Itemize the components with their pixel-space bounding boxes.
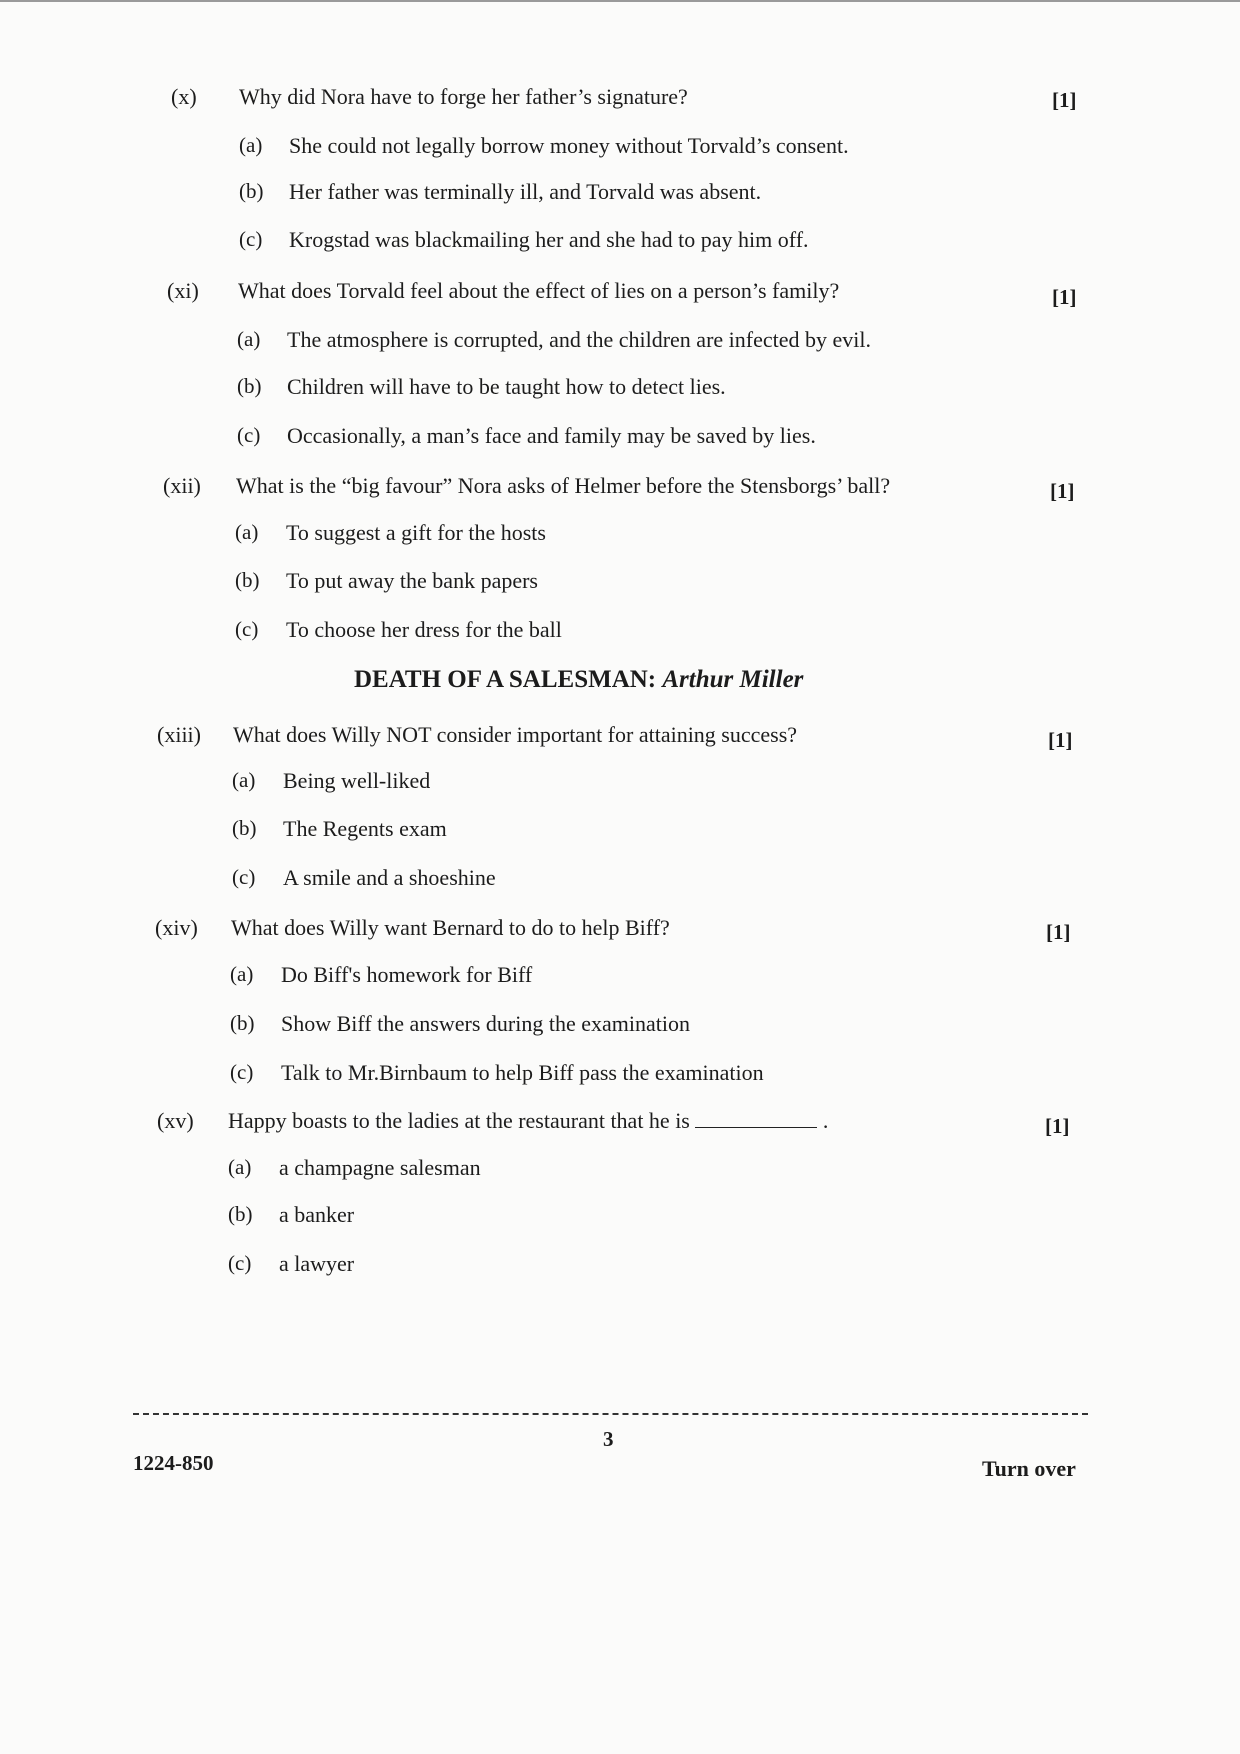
option-letter: (b)	[228, 1202, 253, 1226]
turn-over-label: Turn over	[982, 1456, 1076, 1481]
option-row	[0, 1155, 1240, 1187]
question-text: Why did Nora have to forge her father’s signature?	[239, 84, 688, 109]
question-text: What does Torvald feel about the effect of lies on a person’s family?	[238, 278, 840, 303]
option-text: To suggest a gift for the hosts	[286, 520, 546, 545]
option-text: Krogstad was blackmailing her and she had to pay him off.	[289, 227, 809, 252]
question-text	[228, 1108, 828, 1134]
option-row	[0, 133, 1240, 165]
option-row	[0, 1060, 1240, 1092]
option-letter: (b)	[232, 816, 257, 840]
option-text: She could not legally borrow money without Torvald’s consent.	[289, 133, 849, 158]
option-text: Occasionally, a man’s face and family may be saved by lies.	[287, 423, 816, 448]
option-letter: (a)	[228, 1155, 252, 1179]
option-row	[0, 423, 1240, 455]
question-x	[0, 84, 1240, 116]
option-row	[0, 568, 1240, 600]
option-letter: (a)	[239, 133, 263, 157]
option-row	[0, 327, 1240, 359]
option-letter: (a)	[235, 520, 259, 544]
section-heading-line	[354, 666, 803, 694]
page-top-edge	[0, 0, 1240, 2]
option-letter: (b)	[235, 568, 260, 592]
option-row	[0, 374, 1240, 406]
footer-divider	[133, 1413, 1088, 1415]
option-letter: (c)	[228, 1251, 252, 1275]
option-text: Her father was terminally ill, and Torvald was absent.	[289, 179, 762, 204]
marks: [1]	[1050, 479, 1075, 503]
marks: [1]	[1048, 728, 1073, 752]
question-text: What does Willy NOT consider important for attaining success?	[233, 722, 798, 747]
option-row	[0, 520, 1240, 552]
option-letter: (b)	[230, 1011, 255, 1035]
option-letter: (a)	[232, 768, 256, 792]
marks: [1]	[1046, 920, 1071, 944]
question-number: (xv)	[157, 1108, 194, 1133]
question-number: (x)	[171, 84, 197, 109]
option-text: A smile and a shoeshine	[283, 865, 496, 890]
page-number: 3	[603, 1427, 614, 1451]
option-letter: (c)	[235, 617, 259, 641]
option-text: Being well-liked	[283, 768, 431, 793]
option-letter: (a)	[237, 327, 261, 351]
option-text: To choose her dress for the ball	[286, 617, 562, 642]
option-row	[0, 179, 1240, 211]
option-text: a lawyer	[279, 1251, 355, 1276]
option-letter: (c)	[232, 865, 256, 889]
option-text: The atmosphere is corrupted, and the children are infected by evil.	[287, 327, 871, 352]
marks: [1]	[1045, 1114, 1070, 1138]
option-row	[0, 865, 1240, 897]
fill-in-blank	[695, 1109, 817, 1128]
option-row	[0, 768, 1240, 800]
option-text: Children will have to be taught how to detect lies.	[287, 374, 726, 399]
question-number: (xii)	[163, 473, 201, 498]
question-xii	[0, 473, 1240, 505]
option-row	[0, 962, 1240, 994]
question-text: What does Willy want Bernard to do to help Biff?	[231, 915, 670, 940]
option-row	[0, 227, 1240, 259]
option-row	[0, 1011, 1240, 1043]
question-text-start: Happy boasts to the ladies at the restaurant that he is	[228, 1108, 690, 1133]
section-title: DEATH OF A SALESMAN:	[354, 666, 657, 693]
option-text: Do Biff's homework for Biff	[281, 962, 533, 987]
question-text-end: .	[822, 1108, 829, 1133]
option-letter: (c)	[237, 423, 261, 447]
option-text: To put away the bank papers	[286, 568, 538, 593]
section-author: Arthur Miller	[662, 666, 804, 693]
option-text: Talk to Mr.Birnbaum to help Biff pass the examination	[281, 1060, 764, 1085]
option-letter: (c)	[239, 227, 263, 251]
option-letter: (b)	[239, 179, 264, 203]
question-xiv	[0, 915, 1240, 947]
question-xv	[0, 1108, 1240, 1140]
option-letter: (b)	[237, 374, 262, 398]
option-letter: (a)	[230, 962, 254, 986]
question-number: (xiii)	[157, 722, 201, 747]
question-xi	[0, 278, 1240, 310]
question-number: (xi)	[167, 278, 199, 303]
question-xiii	[0, 722, 1240, 754]
option-row	[0, 1202, 1240, 1234]
question-text: What is the “big favour” Nora asks of Helmer before the Stensborgs’ ball?	[236, 473, 891, 498]
option-text: Show Biff the answers during the examination	[281, 1011, 690, 1036]
paper-code: 1224-850	[133, 1451, 214, 1475]
option-text: a champagne salesman	[279, 1155, 481, 1180]
option-row	[0, 816, 1240, 848]
option-letter: (c)	[230, 1060, 254, 1084]
option-text: a banker	[279, 1202, 355, 1227]
option-row	[0, 1251, 1240, 1283]
marks: [1]	[1052, 285, 1077, 309]
option-text: The Regents exam	[283, 816, 447, 841]
option-row	[0, 617, 1240, 649]
marks: [1]	[1052, 88, 1077, 112]
question-number: (xiv)	[155, 915, 198, 940]
